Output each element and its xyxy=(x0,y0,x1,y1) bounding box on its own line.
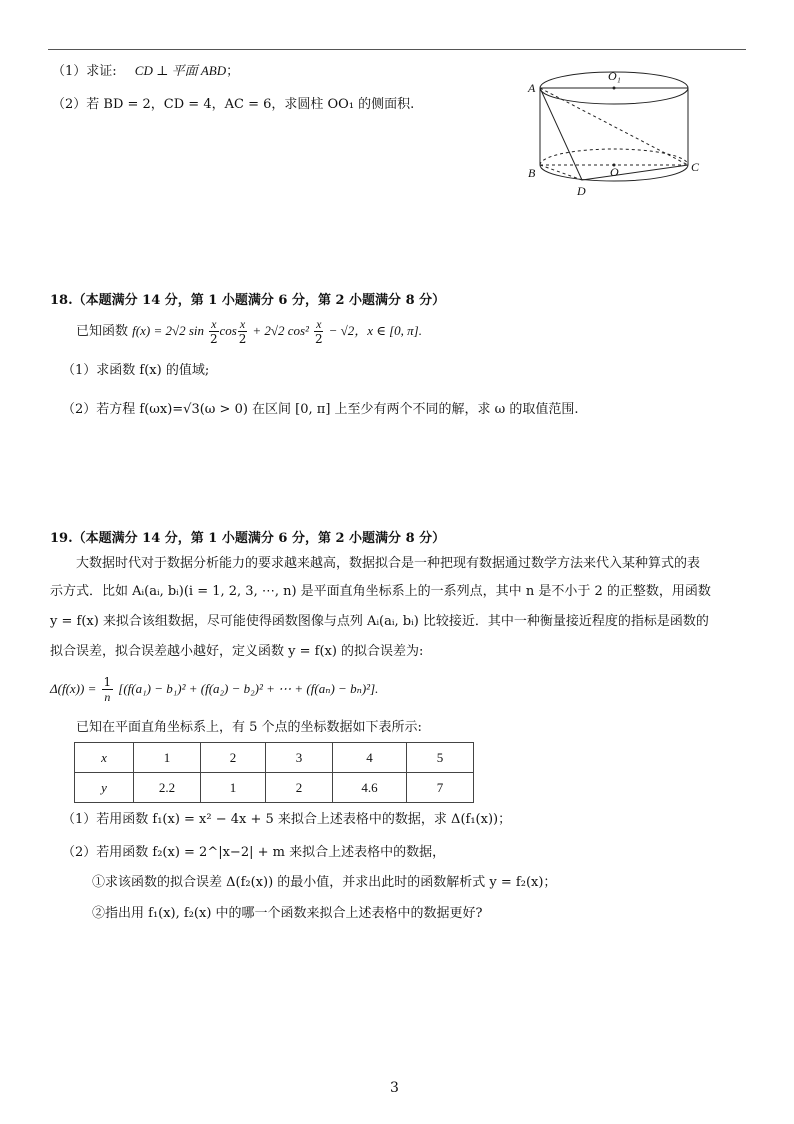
point-o1 xyxy=(613,87,616,90)
q19-part1: （1）若用函数 f₁(x) = x² − 4x + 5 来拟合上述表格中的数据，求 Δ(f₁(x))； xyxy=(62,812,512,827)
q19-para-line3: y = f(x) 来拟合该组数据，尽可能使得函数图像与点列 Aᵢ(aᵢ, bᵢ) 比较接近．其中一种衡量接近程度的指标是函数的 xyxy=(50,614,709,629)
header-rule xyxy=(48,49,746,50)
fraction-x-over-2: $\frac{x}{2}$ xyxy=(210,317,218,346)
q18-header: 18.（本题满分 14 分，第 1 小题满分 6 分，第 2 小题满分 8 分） xyxy=(50,293,446,308)
table-cell: 3 xyxy=(266,743,333,773)
table-row xyxy=(75,743,474,773)
table-cell: 1 xyxy=(134,743,201,773)
bottom-back-arc xyxy=(540,149,688,165)
q19-para-line2: 示方式．比如 Aᵢ(aᵢ, bᵢ)(i = 1, 2, 3, ⋯, n) 是平面直角坐标系上的一系列点，其中 n 是不小于 2 的正整数，用函数 xyxy=(50,584,711,599)
q19-delta-formula: Δ(f(x)) = $\frac{1}{n}$ [(f(a₁) − b₁)² + (f(a₂) − b₂)² + ⋯ + (f(aₙ) − bₙ)²]. xyxy=(50,675,379,704)
q18-part1: （1）求函数 f(x) 的值域; xyxy=(62,363,210,378)
table-row xyxy=(75,773,474,803)
label-d: D xyxy=(577,184,586,198)
fraction-x-over-2: $\frac{x}{2}$ xyxy=(238,317,247,346)
q19-sub2: ②指出用 f₁(x), f₂(x) 中的哪一个函数来拟合上述表格中的数据更好? xyxy=(92,906,483,921)
label-b: B xyxy=(528,166,536,180)
label-c: C xyxy=(691,160,700,174)
table-cell: 7 xyxy=(407,773,474,803)
table-cell: 2.2 xyxy=(134,773,201,803)
table-cell: 2 xyxy=(201,743,266,773)
q19-sub1: ①求该函数的拟合误差 Δ(f₂(x)) 的最小值，并求出此时的函数解析式 y = f₂(x)； xyxy=(92,875,557,890)
table-cell: 5 xyxy=(407,743,474,773)
q17-part1: （1）求证: CD ⊥ 平面 ABD； xyxy=(52,63,240,79)
fraction-1-over-n: $\frac{1}{n}$ xyxy=(103,675,112,704)
segment-dc xyxy=(582,165,688,180)
q19-header: 19.（本题满分 14 分，第 1 小题满分 6 分，第 2 小题满分 8 分） xyxy=(50,531,446,546)
q19-part2: （2）若用函数 f₂(x) = 2^|x−2| + m 来拟合上述表格中的数据， xyxy=(62,845,446,860)
label-o: O xyxy=(610,165,619,179)
table-cell: 1 xyxy=(201,773,266,803)
table-cell: 2 xyxy=(266,773,333,803)
q19-table-intro: 已知在平面直角坐标系上，有 5 个点的坐标数据如下表所示: xyxy=(76,720,422,735)
label-o1: O₁ xyxy=(608,69,621,83)
cylinder-figure xyxy=(524,62,704,212)
data-table xyxy=(74,742,474,803)
q19-para-line1: 大数据时代对于数据分析能力的要求越来越高，数据拟合是一种把现有数据通过数学方法来代入某种算式的表 xyxy=(76,556,701,571)
fraction-x-over-2: $\frac{x}{2}$ xyxy=(314,317,323,346)
label-a: A xyxy=(528,81,536,95)
table-header-cell: y xyxy=(75,773,134,803)
q18-given: 已知函数 f(x) = 2√2 sin $\frac{x}{2}$ cos $\frac{x}{2}$ + 2√2 cos² $\frac{x}{2}$ − √2，x ∈ [0, π]. xyxy=(76,317,422,346)
table-cell: 4.6 xyxy=(333,773,407,803)
table-header-cell: x xyxy=(75,743,134,773)
q17-part2: （2）若 BD = 2，CD = 4，AC = 6，求圆柱 OO₁ 的侧面积. xyxy=(52,97,415,112)
table-cell: 4 xyxy=(333,743,407,773)
q18-part2: （2）若方程 f(ωx)=√3(ω > 0) 在区间 [0, π] 上至少有两个不同的解，求 ω 的取值范围. xyxy=(62,402,579,417)
q19-para-line4: 拟合误差，拟合误差越小越好，定义函数 y = f(x) 的拟合误差为: xyxy=(50,644,424,659)
page-number: 3 xyxy=(390,1080,399,1096)
